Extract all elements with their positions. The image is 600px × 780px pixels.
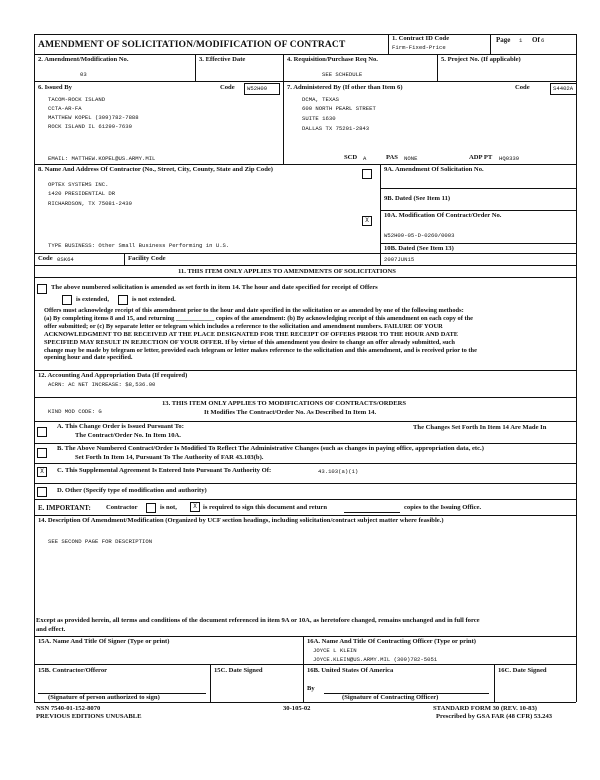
facility-code-label: Facility Code (128, 255, 166, 262)
administered-by-line: DALLAS TX 75201-2843 (302, 125, 370, 132)
prescribed-by: Prescribed by GSA FAR (48 CFR) 53.243 (436, 713, 553, 720)
rule (34, 483, 576, 484)
except-line: Except as provided herein, all terms and conditions of the document referenced in item 9A or 10A, as heretofore changed, remains unchanged and in full force (36, 617, 480, 624)
copies-label: copies to the Issuing Office. (404, 504, 482, 511)
rule (34, 277, 576, 278)
page-value: 1 (519, 37, 523, 44)
requisition-value: SEE SCHEDULE (322, 71, 363, 78)
amendment-no-label: 2. Amendment/Modification No. (38, 56, 129, 63)
not-extended-label: is not extended. (132, 296, 176, 303)
amendment-no-value: 03 (80, 71, 87, 78)
rule (283, 54, 284, 164)
rule (34, 265, 576, 266)
rule (34, 54, 576, 55)
rule (34, 253, 576, 254)
rule (34, 443, 576, 444)
contractor-label-e: Contractor (106, 504, 138, 511)
contractor-signature-caption: (Signature of person authorized to sign) (48, 694, 160, 701)
item13a-line1: A. This Change Order is Issued Pursuant To: (57, 423, 184, 430)
b9a-label: 9A. Amendment Of Solicitation No. (384, 166, 484, 173)
contracting-officer-name: JOYCE L KLEIN (313, 647, 357, 654)
b10a-value: W52H09-05-D-0260/0003 (384, 232, 455, 239)
administered-by-line: SUITE 1630 (302, 115, 336, 122)
supplemental-agreement-checkbox[interactable]: X (37, 467, 47, 477)
b9b-label: 9B. Dated (See Item 11) (384, 195, 451, 202)
item14-value: SEE SECOND PAGE FOR DESCRIPTION (48, 538, 153, 545)
scd-label: SCD (344, 154, 358, 161)
item11-line1: The above numbered solicitation is amended as set forth in item 14. The hour and date specified for receipt of Offers (51, 284, 378, 291)
pas-value: NONE (404, 155, 418, 162)
pas-label: PAS (386, 154, 398, 161)
rule (34, 421, 576, 422)
is-required-checkbox[interactable]: X (190, 502, 200, 512)
of-label: Of (532, 36, 540, 44)
rule (34, 397, 576, 398)
kind-mod-code: KIND MOD CODE: G (48, 408, 102, 415)
b10b-label: 10B. Dated (See Item 13) (384, 245, 454, 252)
important-label: E. IMPORTANT: (38, 504, 91, 512)
contractor-line: OPTEX SYSTEMS INC. (48, 181, 109, 188)
rule (124, 253, 125, 265)
item13d-line: D. Other (Specify type of modification and authority) (57, 487, 207, 494)
rule (380, 243, 576, 244)
item11-heading: 11. THIS ITEM ONLY APPLIES TO AMENDMENTS OF SOLICITATIONS (178, 268, 396, 275)
issued-by-line: CCTA-AR-FA (48, 105, 82, 112)
extended-label: is extended, (76, 296, 109, 303)
item13c-line: C. This Supplemental Agreement Is Entered Into Pursuant To Authority Of: (57, 467, 272, 474)
standard-form: STANDARD FORM 30 (REV. 10-83) (433, 705, 537, 712)
amendment-checkbox[interactable] (362, 169, 372, 179)
item13b-line1: B. The Above Numbered Contract/Order Is Modified To Reflect The Administrative Changes (such as changes in paying office, appropriation data, etc.) (57, 445, 484, 452)
offers-line: opening hour and date specified. (44, 354, 133, 362)
extended-checkbox[interactable] (62, 295, 72, 305)
offers-line: offer submitted; or (c) By separate letter or telegram which includes a reference to the solicitation and amendment numbers. FAILURE OF YOUR (44, 322, 443, 330)
rule (303, 636, 304, 702)
admin-change-checkbox[interactable] (37, 448, 47, 458)
administered-by-line: 600 NORTH PEARL STREET (302, 105, 376, 112)
issued-by-line: TACOM-ROCK ISLAND (48, 96, 106, 103)
contractor-line: RICHARDSON, TX 75081-2439 (48, 200, 132, 207)
rule (195, 54, 196, 81)
offers-paragraph (44, 307, 578, 362)
rule (437, 54, 438, 81)
issued-by-code-label: Code (220, 84, 235, 91)
b16b-label: 16B. United States Of America (307, 667, 394, 674)
form-title: AMENDMENT OF SOLICITATION/MODIFICATION OF CONTRACT (38, 39, 346, 50)
issued-by-email: EMAIL: MATTHEW.KOPEL@US.ARMY.MIL (48, 155, 156, 162)
item13-heading: 13. THIS ITEM ONLY APPLIES TO MODIFICATIONS OF CONTRACTS/ORDERS (162, 400, 407, 407)
rule (34, 463, 576, 464)
solicitation-amended-checkbox[interactable] (37, 284, 47, 294)
business-type: TYPE BUSINESS: Other Small Business Performing in U.S. (48, 242, 230, 249)
item14-label: 14. Description Of Amendment/Modification (Organized by UCF section headings, including solicitation/contract subject matter where feasible.) (38, 517, 444, 524)
other-mod-checkbox[interactable] (37, 487, 47, 497)
rule (380, 164, 381, 265)
offers-line: SPECIFIED MAY RESULT IN REJECTION OF YOUR OFFER. If by virtue of this amendment you desire to change an offer already submitted, such (44, 338, 455, 346)
of-value: 6 (541, 37, 545, 44)
rule (34, 499, 576, 500)
contractor-label: 8. Name And Address Of Contractor (No., Street, City, County, State and Zip Code) (38, 166, 273, 173)
adp-pt-label: ADP PT (469, 154, 493, 161)
administered-by-code-value: S4402A (550, 83, 577, 95)
rule (34, 81, 576, 82)
contract-id-label: 1. Contract ID Code (392, 35, 450, 42)
rule (494, 664, 495, 702)
modification-checkbox[interactable]: X (362, 216, 372, 226)
offers-line: Offers must acknowledge receipt of this amendment prior to the hour and date specified in the solicitation or as amended by one of the following methods: (44, 307, 464, 314)
issued-by-code-value: W52H09 (244, 83, 280, 95)
rule (388, 34, 389, 54)
scd-value: A (363, 155, 367, 162)
issued-by-line: ROCK ISLAND IL 61299-7630 (48, 123, 132, 130)
issued-by-line: MATTHEW KOPEL (309)782-7888 (48, 114, 139, 121)
b15a-label: 15A. Name And Title Of Signer (Type or print) (38, 638, 170, 645)
rule (576, 34, 577, 702)
b16c-label: 16C. Date Signed (498, 667, 547, 674)
offers-line: (a) By completing items 8 and 15, and returning ____________ copies of the amendment: (b) By acknowledging receipt of this amendment on each copy of the (44, 314, 473, 322)
rule (380, 210, 576, 211)
offers-line: change may be made by telegram or letter, provided each telegram or letter makes reference to the solicitation and this amendment, and is received prior to the (44, 346, 477, 354)
b10b-value: 2007JUN15 (384, 256, 415, 263)
item12-label: 12. Accounting And Appropriation Data (If required) (38, 372, 188, 379)
b16a-label: 16A. Name And Title Of Contracting Officer (Type or print) (307, 638, 476, 645)
rule (380, 188, 576, 189)
item13a-line2: The Contract/Order No. In Item 10A. (75, 432, 181, 439)
change-order-checkbox[interactable] (37, 427, 47, 437)
issued-by-label: 6. Issued By (38, 84, 72, 91)
form-code: 30-105-02 (283, 705, 311, 712)
requisition-label: 4. Requisition/Purchase Req No. (287, 56, 378, 63)
effective-date-label: 3. Effective Date (199, 56, 246, 63)
nsn: NSN 7540-01-152-8070 (36, 705, 101, 712)
by-label: By (307, 685, 315, 692)
contractor-code-value: 0SK64 (57, 256, 74, 263)
adp-pt-value: HQ0339 (499, 155, 520, 162)
administered-by-label: 7. Administered By (If other than Item 6) (287, 84, 403, 91)
rule (490, 34, 491, 54)
b15b-label: 15B. Contractor/Offeror (38, 667, 108, 674)
item12-value: ACRN: AC NET INCREASE: $8,536.00 (48, 381, 156, 388)
b15c-label: 15C. Date Signed (214, 667, 263, 674)
contract-type: Firm-Fixed-Price (392, 44, 446, 51)
rule (34, 515, 576, 516)
contracting-officer-contact: JOYCE.KLEIN@US.ARMY.MIL (309)782-5051 (313, 656, 438, 663)
rule (34, 370, 576, 371)
rule (34, 702, 576, 703)
except-line: and effect. (36, 626, 66, 633)
is-not-label: is not, (160, 504, 177, 511)
project-no-label: 5. Project No. (If applicable) (441, 56, 521, 63)
item13c-value: 43.103(a)(1) (318, 468, 359, 475)
rule (34, 34, 576, 35)
rule (210, 664, 211, 702)
administered-by-line: DCMA, TEXAS (302, 96, 339, 103)
offers-line: ACKNOWLEDGMENT TO BE RECEIVED AT THE PLACE DESIGNATED FOR THE RECEIPT OF OFFERS PRIOR TO THE HOUR AND DATE (44, 330, 459, 338)
page-label: Page (496, 36, 511, 44)
item13b-line2: Set Forth In Item 14, Pursuant To The Authority of FAR 43.103(b). (75, 454, 264, 461)
contractor-line: 1420 PRESIDENTIAL DR (48, 190, 116, 197)
b10a-label: 10A. Modification Of Contract/Order No. (384, 212, 502, 219)
item13-subheading: It Modifies The Contract/Order No. As Described In Item 14. (204, 409, 377, 416)
is-not-checkbox[interactable] (146, 503, 156, 513)
previous-editions: PREVIOUS EDITIONS UNUSABLE (36, 713, 142, 720)
administered-by-code-label: Code (515, 84, 530, 91)
not-extended-checkbox[interactable] (118, 295, 128, 305)
rule (34, 34, 35, 702)
item13a-right: The Changes Set Forth In Item 14 Are Made In (413, 424, 547, 431)
is-required-label: is required to sign this document and return (203, 504, 328, 511)
contractor-code-label: Code (38, 255, 53, 262)
co-signature-caption: (Signature of Contracting Officer) (342, 694, 439, 701)
copies-blank (344, 512, 400, 513)
rule (34, 164, 576, 165)
rule (34, 636, 576, 637)
